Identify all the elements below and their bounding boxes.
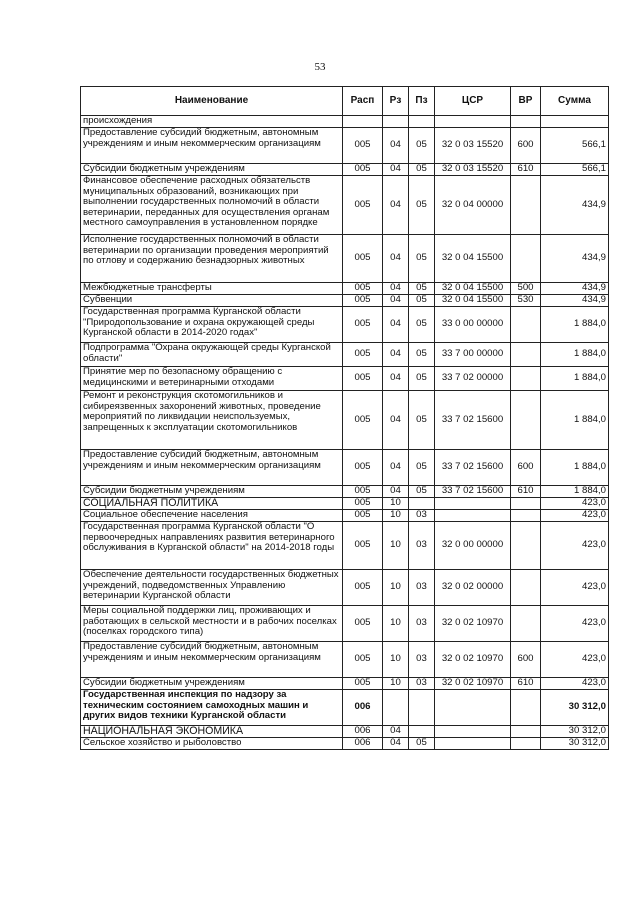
cell-rz: 10 — [383, 606, 409, 642]
cell-csr: 32 0 02 10970 — [435, 642, 511, 678]
cell-vr — [511, 690, 541, 726]
header-csr: ЦСР — [435, 87, 511, 116]
cell-csr: 33 7 00 00000 — [435, 343, 511, 367]
cell-rasp: 006 — [343, 738, 383, 750]
cell-rz: 04 — [383, 295, 409, 307]
cell-sum: 423,0 — [541, 606, 609, 642]
cell-sum: 1 884,0 — [541, 343, 609, 367]
cell-sum: 423,0 — [541, 522, 609, 570]
cell-name: Ремонт и реконструкция скотомогильников и сибиреязвенных захоронений животных, проведение мероприятий по ликвидации неиспользуемых, запрещенных к эксплуатации скотомогильников — [81, 391, 343, 450]
cell-rasp: 005 — [343, 606, 383, 642]
cell-csr — [435, 498, 511, 510]
cell-rasp: 006 — [343, 690, 383, 726]
cell-pz: 05 — [409, 164, 435, 176]
cell-rasp: 005 — [343, 570, 383, 606]
cell-rz: 10 — [383, 678, 409, 690]
cell-vr: 600 — [511, 450, 541, 486]
cell-name: Сельское хозяйство и рыболовство — [81, 738, 343, 750]
cell-pz: 05 — [409, 367, 435, 391]
cell-rasp: 005 — [343, 498, 383, 510]
cell-sum: 30 312,0 — [541, 738, 609, 750]
table-row — [81, 642, 609, 678]
cell-rasp: 005 — [343, 367, 383, 391]
cell-vr — [511, 570, 541, 606]
cell-sum: 1 884,0 — [541, 450, 609, 486]
cell-vr — [511, 738, 541, 750]
cell-name: Социальное обеспечение населения — [81, 510, 343, 522]
cell-csr: 33 7 02 15600 — [435, 450, 511, 486]
cell-rz: 10 — [383, 570, 409, 606]
cell-rz — [383, 690, 409, 726]
cell-rz: 04 — [383, 164, 409, 176]
cell-pz: 03 — [409, 522, 435, 570]
table-row — [81, 606, 609, 642]
cell-pz: 05 — [409, 307, 435, 343]
cell-pz: 03 — [409, 678, 435, 690]
cell-csr — [435, 738, 511, 750]
cell-vr: 600 — [511, 642, 541, 678]
cell-csr: 33 7 02 15600 — [435, 486, 511, 498]
cell-csr: 33 0 00 00000 — [435, 307, 511, 343]
cell-rasp: 005 — [343, 678, 383, 690]
cell-name: Государственная инспекция по надзору за техническим состоянием самоходных машин и других видов техники Курганской области — [81, 690, 343, 726]
cell-rz: 10 — [383, 642, 409, 678]
cell-rasp: 005 — [343, 510, 383, 522]
cell-vr — [511, 510, 541, 522]
header-name: Наименование — [81, 87, 343, 116]
cell-csr — [435, 726, 511, 738]
table-row — [81, 307, 609, 343]
cell-name: Государственная программа Курганской области "О первоочередных направлениях развития ветеринарного обслуживания в Курганской области" на 2014-2018 годы — [81, 522, 343, 570]
cell-pz: 05 — [409, 486, 435, 498]
cell-sum: 434,9 — [541, 295, 609, 307]
cell-rz: 04 — [383, 128, 409, 164]
cell-pz: 03 — [409, 510, 435, 522]
budget-table — [80, 86, 609, 750]
cell-sum: 423,0 — [541, 570, 609, 606]
table-row — [81, 367, 609, 391]
cell-rz: 04 — [383, 307, 409, 343]
cell-csr: 32 0 02 10970 — [435, 606, 511, 642]
table-row — [81, 690, 609, 726]
cell-pz: 03 — [409, 606, 435, 642]
cell-sum: 1 884,0 — [541, 391, 609, 450]
table-row — [81, 522, 609, 570]
cell-name: Государственная программа Курганской области "Природопользование и охрана окружающей среды Курганской области в 2014-2020 годах" — [81, 307, 343, 343]
table-row — [81, 176, 609, 235]
cell-sum: 423,0 — [541, 498, 609, 510]
cell-vr — [511, 606, 541, 642]
cell-name: Подпрограмма "Охрана окружающей среды Курганской области" — [81, 343, 343, 367]
table-row — [81, 295, 609, 307]
cell-sum — [541, 116, 609, 128]
table-row — [81, 235, 609, 283]
cell-pz: 05 — [409, 283, 435, 295]
cell-name: Субсидии бюджетным учреждениям — [81, 678, 343, 690]
cell-rz — [383, 116, 409, 128]
cell-sum: 566,1 — [541, 164, 609, 176]
cell-pz: 05 — [409, 128, 435, 164]
cell-rasp: 005 — [343, 642, 383, 678]
cell-rasp: 005 — [343, 164, 383, 176]
header-vr: ВР — [511, 87, 541, 116]
cell-csr: 32 0 00 00000 — [435, 522, 511, 570]
cell-name: Предоставление субсидий бюджетным, автономным учреждениям и иным некоммерческим организациям — [81, 642, 343, 678]
cell-sum: 1 884,0 — [541, 486, 609, 498]
cell-vr: 610 — [511, 678, 541, 690]
table-row — [81, 116, 609, 128]
cell-csr: 32 0 04 00000 — [435, 176, 511, 235]
table-row — [81, 738, 609, 750]
cell-rasp: 005 — [343, 128, 383, 164]
table-row — [81, 343, 609, 367]
cell-vr — [511, 307, 541, 343]
cell-sum: 434,9 — [541, 283, 609, 295]
cell-name: НАЦИОНАЛЬНАЯ ЭКОНОМИКА — [81, 726, 343, 738]
cell-vr — [511, 498, 541, 510]
cell-rasp — [343, 116, 383, 128]
cell-name: Субвенции — [81, 295, 343, 307]
cell-csr — [435, 690, 511, 726]
cell-csr — [435, 510, 511, 522]
page-number: 53 — [314, 61, 326, 73]
cell-rz: 04 — [383, 235, 409, 283]
cell-pz — [409, 498, 435, 510]
cell-rz: 10 — [383, 510, 409, 522]
cell-csr: 32 0 02 00000 — [435, 570, 511, 606]
cell-vr: 530 — [511, 295, 541, 307]
cell-vr — [511, 343, 541, 367]
cell-name: Субсидии бюджетным учреждениям — [81, 164, 343, 176]
cell-rz: 04 — [383, 391, 409, 450]
cell-sum: 423,0 — [541, 642, 609, 678]
cell-rz: 04 — [383, 367, 409, 391]
cell-rz: 04 — [383, 283, 409, 295]
cell-sum: 434,9 — [541, 176, 609, 235]
cell-rz: 04 — [383, 450, 409, 486]
table-row — [81, 570, 609, 606]
cell-name: Предоставление субсидий бюджетным, автономным учреждениям и иным некоммерческим организациям — [81, 128, 343, 164]
cell-pz: 05 — [409, 391, 435, 450]
cell-vr: 610 — [511, 486, 541, 498]
cell-vr — [511, 522, 541, 570]
cell-csr: 33 7 02 00000 — [435, 367, 511, 391]
header-rasp: Расп — [343, 87, 383, 116]
cell-rz: 04 — [383, 726, 409, 738]
cell-csr — [435, 116, 511, 128]
cell-vr: 610 — [511, 164, 541, 176]
header-rz: Рз — [383, 87, 409, 116]
cell-rasp: 005 — [343, 295, 383, 307]
cell-csr: 32 0 04 15500 — [435, 295, 511, 307]
cell-rz: 10 — [383, 522, 409, 570]
cell-name: Предоставление субсидий бюджетным, автономным учреждениям и иным некоммерческим организациям — [81, 450, 343, 486]
table-row — [81, 510, 609, 522]
cell-vr — [511, 176, 541, 235]
table-row — [81, 283, 609, 295]
cell-rasp: 005 — [343, 343, 383, 367]
cell-rasp: 005 — [343, 522, 383, 570]
cell-name: СОЦИАЛЬНАЯ ПОЛИТИКА — [81, 498, 343, 510]
cell-name: Меры социальной поддержки лиц, проживающих и работающих в сельской местности и в рабочих поселках (поселках городского типа) — [81, 606, 343, 642]
cell-name: Субсидии бюджетным учреждениям — [81, 486, 343, 498]
cell-name: Финансовое обеспечение расходных обязательств муниципальных образований, возникающих при выполнении государственных полномочий в области ветеринарии, переданных для осуществления органам местного самоуправления в установленном порядке — [81, 176, 343, 235]
cell-rasp: 005 — [343, 283, 383, 295]
cell-pz: 05 — [409, 343, 435, 367]
cell-sum: 434,9 — [541, 235, 609, 283]
cell-pz: 05 — [409, 295, 435, 307]
cell-rasp: 005 — [343, 176, 383, 235]
cell-sum: 30 312,0 — [541, 690, 609, 726]
table-row — [81, 450, 609, 486]
cell-csr: 33 7 02 15600 — [435, 391, 511, 450]
table-row — [81, 678, 609, 690]
cell-name: Исполнение государственных полномочий в области ветеринарии по организации проведения мероприятий по отлову и содержанию безнадзорных животных — [81, 235, 343, 283]
cell-rz: 04 — [383, 176, 409, 235]
cell-vr — [511, 235, 541, 283]
table-row — [81, 498, 609, 510]
cell-pz: 05 — [409, 176, 435, 235]
cell-csr: 32 0 03 15520 — [435, 128, 511, 164]
cell-pz: 05 — [409, 450, 435, 486]
cell-pz: 03 — [409, 642, 435, 678]
cell-sum: 1 884,0 — [541, 307, 609, 343]
table-row — [81, 726, 609, 738]
cell-vr — [511, 116, 541, 128]
cell-csr: 32 0 02 10970 — [435, 678, 511, 690]
cell-sum: 566,1 — [541, 128, 609, 164]
cell-name: происхождения — [81, 116, 343, 128]
header-pz: Пз — [409, 87, 435, 116]
cell-rz: 04 — [383, 486, 409, 498]
cell-pz — [409, 116, 435, 128]
cell-rasp: 005 — [343, 486, 383, 498]
table-row — [81, 164, 609, 176]
cell-vr: 600 — [511, 128, 541, 164]
cell-vr — [511, 726, 541, 738]
cell-vr — [511, 391, 541, 450]
table-row — [81, 486, 609, 498]
cell-sum: 423,0 — [541, 678, 609, 690]
header-sum: Сумма — [541, 87, 609, 116]
cell-sum: 30 312,0 — [541, 726, 609, 738]
cell-pz — [409, 690, 435, 726]
cell-pz: 05 — [409, 235, 435, 283]
cell-vr — [511, 367, 541, 391]
table-row — [81, 391, 609, 450]
cell-vr: 500 — [511, 283, 541, 295]
cell-csr: 32 0 03 15520 — [435, 164, 511, 176]
cell-sum: 423,0 — [541, 510, 609, 522]
cell-rasp: 005 — [343, 391, 383, 450]
cell-csr: 32 0 04 15500 — [435, 283, 511, 295]
cell-rz: 04 — [383, 738, 409, 750]
cell-rasp: 005 — [343, 307, 383, 343]
cell-rasp: 005 — [343, 235, 383, 283]
cell-csr: 32 0 04 15500 — [435, 235, 511, 283]
cell-rasp: 006 — [343, 726, 383, 738]
cell-rz: 04 — [383, 343, 409, 367]
cell-pz — [409, 726, 435, 738]
cell-sum: 1 884,0 — [541, 367, 609, 391]
cell-rasp: 005 — [343, 450, 383, 486]
cell-rz: 10 — [383, 498, 409, 510]
cell-pz: 05 — [409, 738, 435, 750]
header-row — [81, 87, 609, 116]
cell-pz: 03 — [409, 570, 435, 606]
table-row — [81, 128, 609, 164]
cell-name: Принятие мер по безопасному обращению с медицинскими и ветеринарными отходами — [81, 367, 343, 391]
cell-name: Обеспечение деятельности государственных бюджетных учреждений, подведомственных Управлению ветеринарии Курганской области — [81, 570, 343, 606]
cell-name: Межбюджетные трансферты — [81, 283, 343, 295]
